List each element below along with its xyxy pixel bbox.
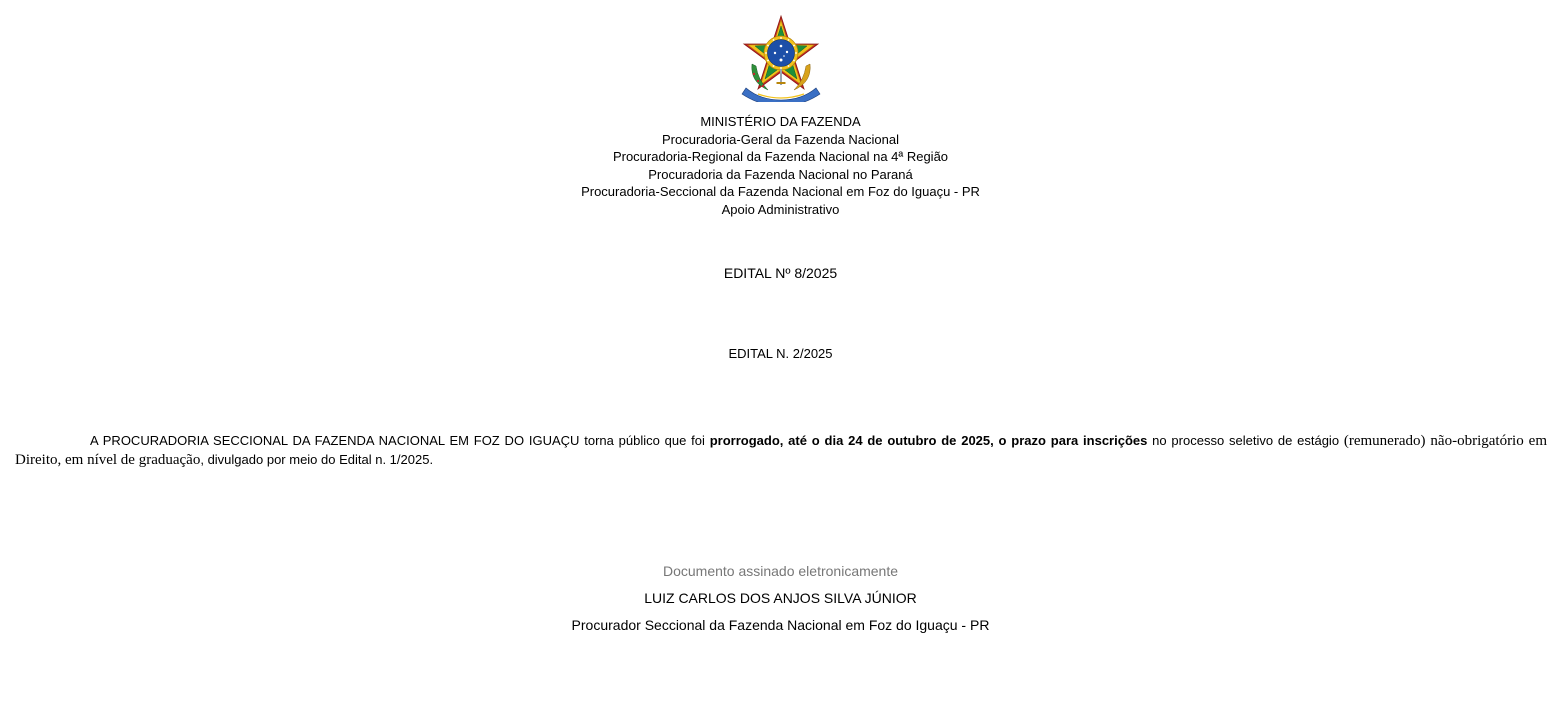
header-line-apoio: Apoio Administrativo	[721, 201, 840, 217]
edital-body-paragraph	[15, 432, 1547, 469]
brazil-coat-of-arms-icon	[738, 14, 824, 102]
body-part-intro: A PROCURADORIA SECCIONAL DA FAZENDA NACIONAL EM FOZ DO IGUAÇU torna público que foi	[90, 433, 710, 448]
signature-label: Documento assinado eletronicamente	[662, 563, 899, 579]
header-line-pgfn: Procuradoria-Geral da Fazenda Nacional	[661, 131, 899, 147]
header-line-ministry: MINISTÉRIO DA FAZENDA	[700, 114, 861, 129]
body-part-deadline: prorrogado, até o dia 24 de outubro de 2025, o prazo para inscrições	[709, 433, 1148, 448]
header-line-parana: Procuradoria da Fazenda Nacional no Paraná	[648, 166, 913, 182]
signer-name: LUIZ CARLOS DOS ANJOS SILVA JÚNIOR	[644, 590, 917, 606]
header-line-regional: Procuradoria-Regional da Fazenda Nacional na 4ª Região	[612, 149, 949, 165]
edital-main-title: EDITAL Nº 8/2025	[723, 265, 838, 281]
signer-role: Procurador Seccional da Fazenda Nacional em Foz do Iguaçu - PR	[571, 617, 990, 633]
header-line-seccional: Procuradoria-Seccional da Fazenda Nacional em Foz do Iguaçu - PR	[581, 184, 980, 200]
institution-header	[0, 113, 1553, 219]
body-part-reference: , divulgado por meio do Edital n. 1/2025.	[200, 451, 434, 467]
body-part-internship: (remunerado) não-obrigatório em Direito, em nível de graduação	[15, 433, 1547, 468]
body-part-process: no processo seletivo de estágio	[1147, 433, 1344, 448]
edital-sub-title: EDITAL N. 2/2025	[728, 346, 833, 361]
